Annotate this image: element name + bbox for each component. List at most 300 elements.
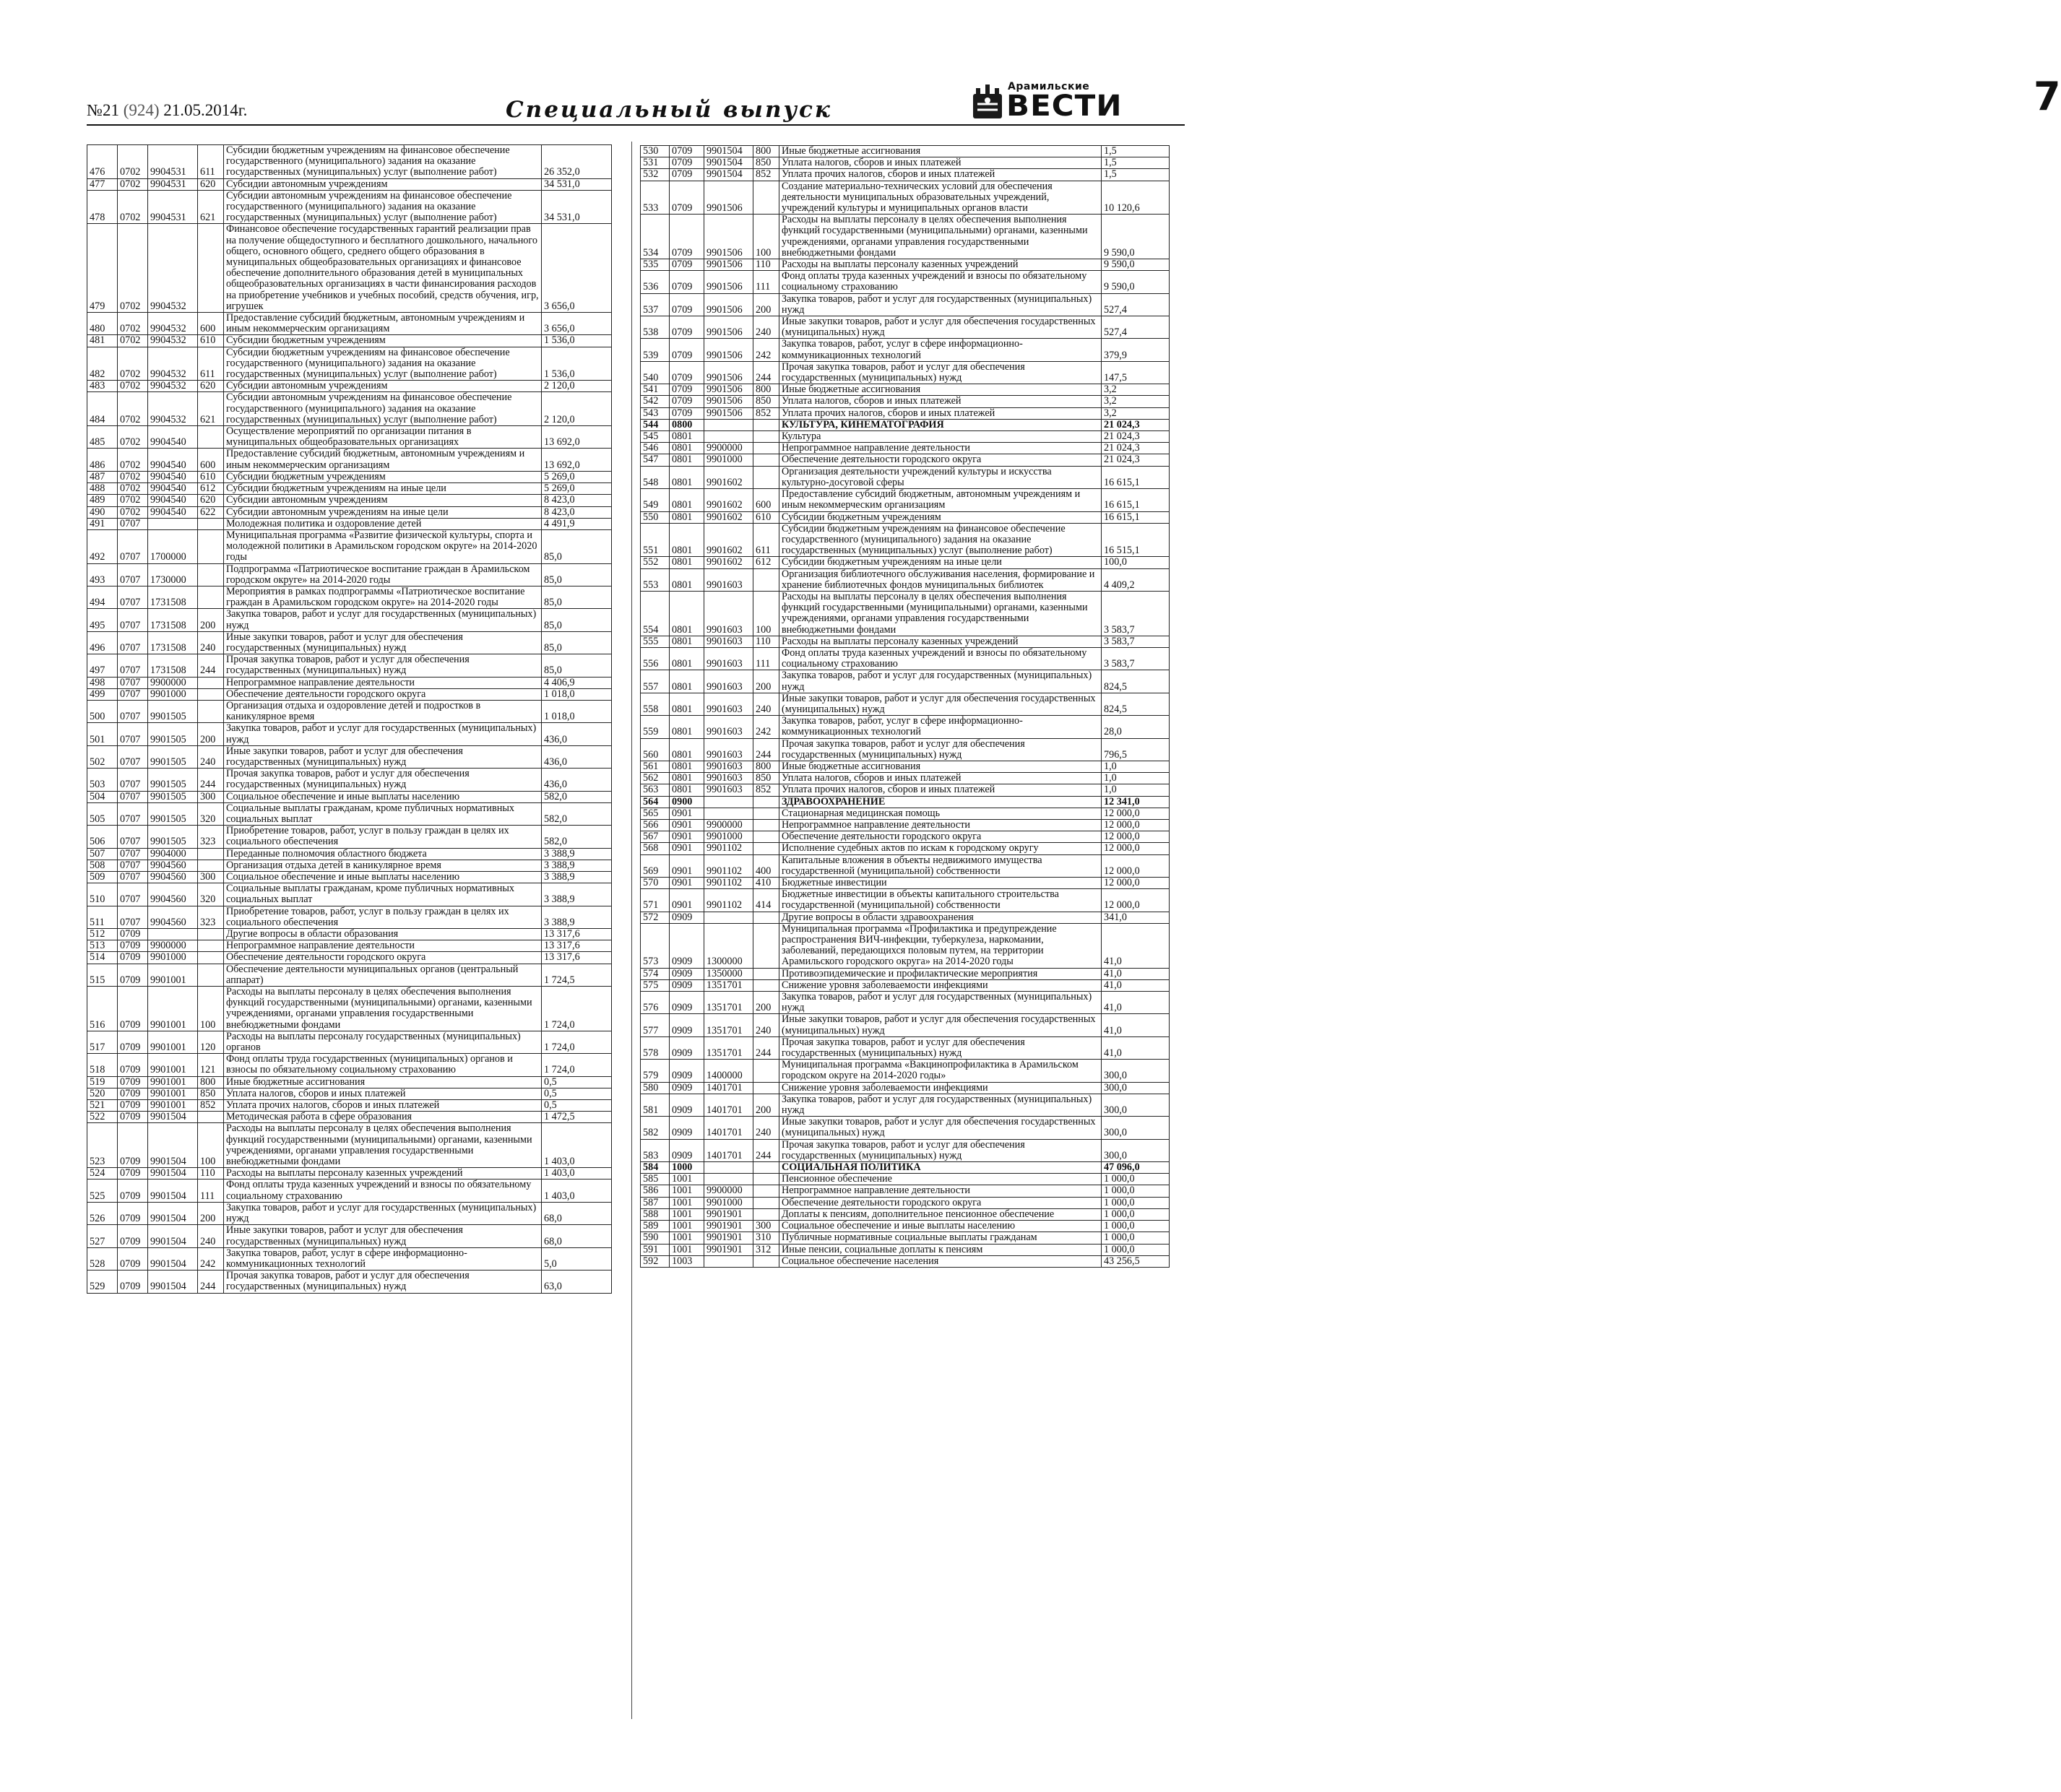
item-description: Закупка товаров, работ, услуг в сфере информационно-коммуникационных технологий [779, 716, 1102, 738]
target-code: 1401701 [704, 1094, 753, 1116]
table-row [87, 1271, 612, 1293]
table-row [87, 1054, 612, 1076]
amount: 100,0 [1102, 557, 1170, 568]
section-code: 0707 [118, 609, 148, 631]
target-code: 9901603 [704, 716, 753, 738]
logo-small-text: Арамильские [1008, 81, 1090, 92]
section-code: 1001 [670, 1185, 704, 1197]
table-row [641, 157, 1170, 169]
section-code: 1003 [670, 1255, 704, 1267]
target-code: 1700000 [148, 529, 198, 563]
row-number: 523 [87, 1123, 118, 1168]
target-code: 9901603 [704, 670, 753, 693]
item-description: Прочая закупка товаров, работ и услуг для обеспечения государственных (муниципальных) нужд [224, 654, 542, 677]
row-number: 558 [641, 693, 670, 715]
target-code: 9901504 [704, 146, 753, 157]
amount: 824,5 [1102, 693, 1170, 715]
expense-type-code: 621 [198, 190, 224, 224]
item-description: Субсидии бюджетным учреждениям [224, 471, 542, 482]
row-number: 592 [641, 1255, 670, 1267]
target-code: 9904532 [148, 347, 198, 381]
section-code: 0709 [118, 1076, 148, 1088]
amount: 379,9 [1102, 339, 1170, 361]
target-code: 9901506 [704, 384, 753, 396]
section-code: 0702 [118, 483, 148, 495]
item-description: Иные закупки товаров, работ и услуг для обеспечения государственных (муниципальных) нужд [779, 1014, 1102, 1036]
expense-type-code: 244 [753, 361, 779, 384]
section-code: 0709 [670, 384, 704, 396]
amount: 1 000,0 [1102, 1221, 1170, 1232]
section-code: 0709 [670, 181, 704, 215]
expense-type-code [753, 454, 779, 466]
table-row [641, 407, 1170, 419]
amount: 12 000,0 [1102, 889, 1170, 912]
row-number: 517 [87, 1031, 118, 1053]
expense-type-code: 850 [753, 396, 779, 407]
item-description: Субсидии автономным учреждениям на финансовое обеспечение государственного (муниципального) задания на оказание государственных (муниципальных) услуг (выполнение работ) [224, 392, 542, 426]
target-code: 9901001 [148, 1054, 198, 1076]
section-code: 0707 [118, 518, 148, 529]
expense-type-code: 244 [198, 769, 224, 791]
item-description: Методическая работа в сфере образования [224, 1112, 542, 1123]
expense-type-code: 610 [198, 471, 224, 482]
target-code: 9901603 [704, 738, 753, 761]
amount: 3,2 [1102, 384, 1170, 396]
table-row [87, 483, 612, 495]
item-description: Расходы на выплаты персоналу государственных (муниципальных) органов [224, 1031, 542, 1053]
amount: 21 024,3 [1102, 443, 1170, 454]
amount: 1 000,0 [1102, 1197, 1170, 1208]
section-code: 0707 [118, 700, 148, 722]
target-code: 9904540 [148, 506, 198, 518]
item-description: КУЛЬТУРА, КИНЕМАТОГРАФИЯ [779, 419, 1102, 430]
item-description: Закупка товаров, работ и услуг для государственных (муниципальных) нужд [779, 670, 1102, 693]
row-number: 515 [87, 964, 118, 986]
item-description: Уплата налогов, сборов и иных платежей [779, 773, 1102, 784]
row-number: 504 [87, 791, 118, 802]
table-row [641, 670, 1170, 693]
row-number: 566 [641, 819, 670, 831]
amount: 1 018,0 [542, 700, 612, 722]
amount: 4 409,2 [1102, 568, 1170, 591]
item-description: Предоставление субсидий бюджетным, автономным учреждениям и иным некоммерческим организациям [779, 489, 1102, 511]
section-code: 0709 [670, 316, 704, 339]
section-code: 0801 [670, 784, 704, 796]
expense-type-code [753, 466, 779, 488]
section-code: 0909 [670, 912, 704, 923]
row-number: 527 [87, 1225, 118, 1247]
table-row [641, 1221, 1170, 1232]
amount: 16 615,1 [1102, 511, 1170, 523]
target-code: 9901901 [704, 1232, 753, 1244]
target-code: 9901504 [148, 1179, 198, 1202]
table-row [87, 848, 612, 860]
item-description: Непрограммное направление деятельности [779, 819, 1102, 831]
table-row [87, 769, 612, 791]
row-number: 535 [641, 259, 670, 271]
expense-type-code: 852 [753, 784, 779, 796]
expense-type-code [198, 860, 224, 871]
target-code: 9901505 [148, 700, 198, 722]
table-row [641, 443, 1170, 454]
amount: 41,0 [1102, 979, 1170, 991]
table-row [87, 654, 612, 677]
target-code: 9904560 [148, 883, 198, 906]
target-code: 9900000 [704, 443, 753, 454]
item-description: Расходы на выплаты персоналу в целях обеспечения выполнения функций государственными (муниципальными) органами, казенными учреждениями, органами управления государственными внебюджетными фондами [779, 215, 1102, 259]
section-code: 0909 [670, 923, 704, 968]
item-description: Иные закупки товаров, работ и услуг для обеспечения государственных (муниципальных) нужд [224, 745, 542, 768]
target-code: 9901505 [148, 723, 198, 745]
section-code: 0801 [670, 466, 704, 488]
section-code: 0709 [118, 1179, 148, 1202]
amount: 43 256,5 [1102, 1255, 1170, 1267]
target-code: 9901504 [148, 1271, 198, 1293]
table-row [641, 489, 1170, 511]
amount: 12 341,0 [1102, 796, 1170, 808]
section-code: 0702 [118, 178, 148, 190]
amount: 41,0 [1102, 923, 1170, 968]
target-code: 9901504 [704, 157, 753, 169]
amount: 85,0 [542, 563, 612, 586]
section-code: 0707 [118, 677, 148, 688]
expense-type-code: 244 [198, 654, 224, 677]
section-code: 0702 [118, 392, 148, 426]
expense-type-code [198, 952, 224, 964]
expense-type-code: 111 [753, 647, 779, 670]
logo-title: ВЕСТИ [1006, 90, 1123, 123]
expense-type-code [198, 700, 224, 722]
table-row [87, 677, 612, 688]
expense-type-code: 852 [198, 1100, 224, 1112]
row-number: 570 [641, 878, 670, 889]
item-description: Доплаты к пенсиям, дополнительное пенсионное обеспечение [779, 1208, 1102, 1220]
item-description: Противоэпидемические и профилактические мероприятия [779, 968, 1102, 979]
target-code: 1731508 [148, 654, 198, 677]
section-code: 0702 [118, 190, 148, 224]
row-number: 550 [641, 511, 670, 523]
target-code: 9901506 [704, 181, 753, 215]
target-code: 9901000 [704, 1197, 753, 1208]
target-code: 9904532 [148, 381, 198, 392]
table-row [87, 190, 612, 224]
row-number: 588 [641, 1208, 670, 1220]
section-code: 0707 [118, 723, 148, 745]
section-code: 0909 [670, 1117, 704, 1139]
item-description: Уплата прочих налогов, сборов и иных платежей [779, 784, 1102, 796]
table-row [87, 449, 612, 471]
row-number: 507 [87, 848, 118, 860]
table-row [641, 1082, 1170, 1094]
amount: 1,5 [1102, 157, 1170, 169]
amount: 1 724,0 [542, 987, 612, 1031]
section-code: 0709 [670, 293, 704, 316]
amount: 300,0 [1102, 1060, 1170, 1082]
target-code: 9904532 [148, 392, 198, 426]
target-code: 9901001 [148, 1100, 198, 1112]
expense-type-code [198, 426, 224, 449]
section-code: 0702 [118, 335, 148, 347]
section-code: 0909 [670, 1094, 704, 1116]
row-number: 479 [87, 224, 118, 313]
table-row [641, 361, 1170, 384]
table-row [87, 964, 612, 986]
row-number: 488 [87, 483, 118, 495]
table-row [641, 796, 1170, 808]
item-description: Иные пенсии, социальные доплаты к пенсиям [779, 1244, 1102, 1255]
item-description: Публичные нормативные социальные выплаты гражданам [779, 1232, 1102, 1244]
item-description: Непрограммное направление деятельности [779, 443, 1102, 454]
table-row [641, 591, 1170, 636]
expense-type-code: 310 [753, 1232, 779, 1244]
item-description: Уплата налогов, сборов и иных платежей [224, 1088, 542, 1099]
amount: 85,0 [542, 654, 612, 677]
target-code: 9904532 [148, 313, 198, 335]
target-code: 9900000 [704, 1185, 753, 1197]
amount: 1 536,0 [542, 335, 612, 347]
table-row [87, 1168, 612, 1179]
expense-type-code: 323 [198, 906, 224, 928]
target-code: 9901505 [148, 826, 198, 848]
table-row [641, 854, 1170, 877]
target-code: 9901000 [704, 454, 753, 466]
row-number: 552 [641, 557, 670, 568]
amount: 3 388,9 [542, 848, 612, 860]
amount: 2 120,0 [542, 392, 612, 426]
table-row [641, 1060, 1170, 1082]
amount: 3 583,7 [1102, 591, 1170, 636]
target-code: 1401701 [704, 1139, 753, 1161]
expense-type-code: 120 [198, 1031, 224, 1053]
row-number: 534 [641, 215, 670, 259]
item-description: Молодежная политика и оздоровление детей [224, 518, 542, 529]
expense-type-code: 200 [753, 293, 779, 316]
budget-table-right-body [641, 146, 1170, 1268]
target-code: 9904540 [148, 449, 198, 471]
section-code: 0707 [118, 802, 148, 825]
target-code: 9904540 [148, 471, 198, 482]
section-code: 0707 [118, 769, 148, 791]
item-description: Прочая закупка товаров, работ и услуг для обеспечения государственных (муниципальных) нужд [779, 1139, 1102, 1161]
item-description: Иные бюджетные ассигнования [779, 146, 1102, 157]
amount: 8 423,0 [542, 506, 612, 518]
amount: 21 024,3 [1102, 419, 1170, 430]
table-row [641, 1232, 1170, 1244]
target-code: 9901506 [704, 259, 753, 271]
table-row [641, 396, 1170, 407]
amount: 1,0 [1102, 784, 1170, 796]
issue-number: №21 [87, 101, 119, 119]
amount: 527,4 [1102, 316, 1170, 339]
item-description: Обеспечение деятельности городского округа [224, 952, 542, 964]
table-row [641, 968, 1170, 979]
target-code: 9900000 [148, 940, 198, 952]
amount: 1,0 [1102, 773, 1170, 784]
table-row [87, 1100, 612, 1112]
target-code: 9901506 [704, 407, 753, 419]
amount: 300,0 [1102, 1139, 1170, 1161]
target-code: 9904532 [148, 224, 198, 313]
table-row [641, 568, 1170, 591]
item-description: Социальное обеспечение и иные выплаты населению [224, 791, 542, 802]
amount: 2 120,0 [542, 381, 612, 392]
table-row [87, 700, 612, 722]
table-row [87, 723, 612, 745]
item-description: Закупка товаров, работ и услуг для государственных (муниципальных) нужд [224, 723, 542, 745]
item-description: Субсидии бюджетным учреждениям на финансовое обеспечение государственного (муниципального) задания на оказание государственных (муниципальных) услуг (выполнение работ) [224, 347, 542, 381]
expense-type-code: 200 [198, 609, 224, 631]
item-description: Субсидии бюджетным учреждениям [224, 335, 542, 347]
amount: 341,0 [1102, 912, 1170, 923]
table-row [87, 952, 612, 964]
expense-type-code: 610 [753, 511, 779, 523]
amount: 3 388,9 [542, 883, 612, 906]
expense-type-code [753, 419, 779, 430]
row-number: 561 [641, 761, 670, 772]
item-description: ЗДРАВООХРАНЕНИЕ [779, 796, 1102, 808]
target-code: 9901504 [148, 1225, 198, 1247]
target-code: 9901603 [704, 636, 753, 647]
item-description: Закупка товаров, работ и услуг для государственных (муниципальных) нужд [779, 992, 1102, 1014]
expense-type-code [753, 568, 779, 591]
row-number: 557 [641, 670, 670, 693]
row-number: 543 [641, 407, 670, 419]
expense-type-code [198, 518, 224, 529]
section-code: 0901 [670, 843, 704, 854]
row-number: 483 [87, 381, 118, 392]
table-row [87, 1202, 612, 1224]
item-description: Предоставление субсидий бюджетным, автономным учреждениям и иным некоммерческим организациям [224, 449, 542, 471]
section-code: 0707 [118, 563, 148, 586]
section-code: 0709 [670, 361, 704, 384]
target-code: 9904560 [148, 906, 198, 928]
expense-type-code: 622 [198, 506, 224, 518]
table-row [641, 738, 1170, 761]
item-description: Муниципальная программа «Вакцинопрофилактика в Арамильском городском округе на 2014-2020 годы» [779, 1060, 1102, 1082]
target-code: 9901506 [704, 396, 753, 407]
item-description: Иные закупки товаров, работ и услуг для обеспечения государственных (муниципальных) нужд [224, 1225, 542, 1247]
item-description: Мероприятия в рамках подпрограммы «Патриотическое воспитание граждан в Арамильском городском округе» на 2014-2020 годы [224, 586, 542, 608]
row-number: 563 [641, 784, 670, 796]
expense-type-code [753, 1255, 779, 1267]
section-code: 0702 [118, 471, 148, 482]
expense-type-code [198, 964, 224, 986]
target-code: 9904560 [148, 872, 198, 883]
section-code: 0901 [670, 819, 704, 831]
item-description: Субсидии автономным учреждениям [224, 178, 542, 190]
row-number: 554 [641, 591, 670, 636]
target-code: 1351701 [704, 1036, 753, 1059]
item-description: Обеспечение деятельности муниципальных органов (центральный аппарат) [224, 964, 542, 986]
expense-type-code: 800 [753, 384, 779, 396]
amount: 3 656,0 [542, 224, 612, 313]
row-number: 560 [641, 738, 670, 761]
expense-type-code [753, 1174, 779, 1185]
row-number: 480 [87, 313, 118, 335]
expense-type-code [753, 923, 779, 968]
row-number: 556 [641, 647, 670, 670]
target-code: 1351701 [704, 979, 753, 991]
expense-type-code: 100 [753, 591, 779, 636]
item-description: Иные закупки товаров, работ и услуг для обеспечения государственных (муниципальных) нужд [779, 1117, 1102, 1139]
table-row [87, 426, 612, 449]
expense-type-code: 110 [753, 636, 779, 647]
expense-type-code: 110 [198, 1168, 224, 1179]
section-code: 0801 [670, 738, 704, 761]
row-number: 568 [641, 843, 670, 854]
row-number: 518 [87, 1054, 118, 1076]
target-code: 1350000 [704, 968, 753, 979]
section-code: 0709 [118, 1100, 148, 1112]
row-number: 530 [641, 146, 670, 157]
row-number: 512 [87, 929, 118, 940]
row-number: 540 [641, 361, 670, 384]
item-description: Закупка товаров, работ и услуг для государственных (муниципальных) нужд [224, 1202, 542, 1224]
row-number: 494 [87, 586, 118, 608]
section-code: 0900 [670, 796, 704, 808]
row-number: 533 [641, 181, 670, 215]
row-number: 567 [641, 831, 670, 843]
item-description: Субсидии автономным учреждениям [224, 381, 542, 392]
target-code: 9901000 [148, 688, 198, 700]
expense-type-code: 200 [753, 1094, 779, 1116]
row-number: 573 [641, 923, 670, 968]
section-code: 0909 [670, 979, 704, 991]
item-description: Муниципальная программа «Развитие физической культуры, спорта и молодежной политики в Арамильском городском округе» на 2014-2020 годы [224, 529, 542, 563]
amount: 3 583,7 [1102, 636, 1170, 647]
item-description: Снижение уровня заболеваемости инфекциями [779, 1082, 1102, 1094]
expense-type-code [753, 1208, 779, 1220]
amount: 13 692,0 [542, 449, 612, 471]
table-row [641, 878, 1170, 889]
item-description: Предоставление субсидий бюджетным, автономным учреждениям и иным некоммерческим организациям [224, 313, 542, 335]
item-description: Расходы на выплаты персоналу казенных учреждений [779, 636, 1102, 647]
section-code: 0707 [118, 586, 148, 608]
row-number: 519 [87, 1076, 118, 1088]
expense-type-code: 621 [198, 392, 224, 426]
item-description: Обеспечение деятельности городского округа [224, 688, 542, 700]
row-number: 559 [641, 716, 670, 738]
expense-type-code [198, 677, 224, 688]
item-description: Иные закупки товаров, работ и услуг для обеспечения государственных (муниципальных) нужд [779, 693, 1102, 715]
issue-info [87, 101, 247, 120]
issue-date: 21.05.2014г. [163, 101, 248, 119]
expense-type-code: 240 [198, 631, 224, 654]
target-code: 9901603 [704, 761, 753, 772]
item-description: Субсидии бюджетным учреждениям на финансовое обеспечение государственного (муниципального) задания на оказание государственных (муниципальных) услуг (выполнение работ) [224, 145, 542, 179]
amount: 300,0 [1102, 1082, 1170, 1094]
amount: 3 388,9 [542, 860, 612, 871]
item-description: Создание материально-технических условий для обеспечения деятельности муниципальных образовательных учреждений, учреждений культуры и муниципальных органов власти [779, 181, 1102, 215]
row-number: 577 [641, 1014, 670, 1036]
item-description: Непрограммное направление деятельности [224, 940, 542, 952]
item-description: Другие вопросы в области образования [224, 929, 542, 940]
section-code: 1001 [670, 1232, 704, 1244]
section-code: 0709 [118, 1123, 148, 1168]
section-code: 0709 [118, 1271, 148, 1293]
expense-type-code: 600 [753, 489, 779, 511]
table-row [641, 889, 1170, 912]
section-code: 0901 [670, 831, 704, 843]
table-row [641, 843, 1170, 854]
target-code: 9901603 [704, 784, 753, 796]
section-code: 0707 [118, 826, 148, 848]
amount: 13 317,6 [542, 929, 612, 940]
table-row [641, 1014, 1170, 1036]
section-code: 0707 [118, 529, 148, 563]
row-number: 569 [641, 854, 670, 877]
item-description: Организация отдыха детей в каникулярное время [224, 860, 542, 871]
